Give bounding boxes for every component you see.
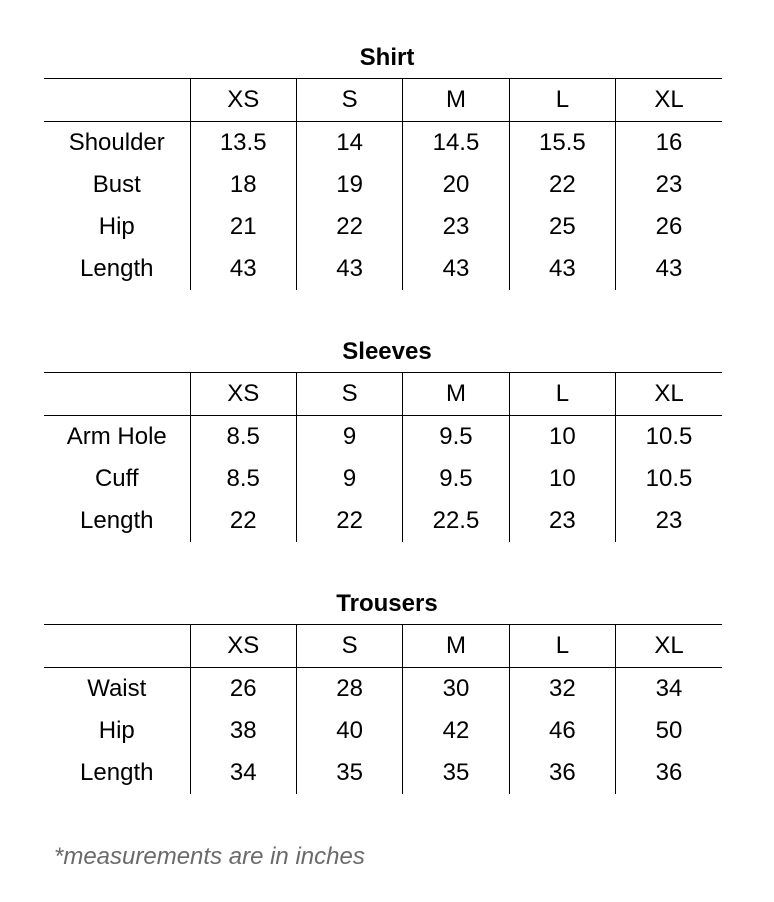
sleeves-title: Sleeves [342,338,432,365]
shirt-title: Shirt [359,44,415,71]
table-cell: 34 [616,668,722,711]
header-row [44,79,722,122]
table-cell: 43 [403,248,509,290]
table-cell: 23 [403,206,509,248]
table-row [44,206,722,248]
row-label: Length [80,255,154,282]
table-cell: 9 [296,458,402,500]
row-label: Waist [87,675,147,702]
table-cell: 9.5 [403,416,509,459]
size-header-xs: XS [190,79,296,122]
table-cell: 15.5 [509,122,615,165]
table-cell: 35 [403,752,509,794]
table-cell: 30 [403,668,509,711]
table-row [44,458,722,500]
table-cell: 22 [190,500,296,542]
row-label: Hip [98,213,135,240]
table-cell: 50 [616,710,722,752]
row-label: Bust [92,171,141,198]
table-cell: 40 [296,710,402,752]
size-header-m: M [403,625,509,668]
header-corner [44,625,190,668]
table-row [44,752,722,794]
table-cell: 13.5 [190,122,296,165]
table-cell: 22.5 [403,500,509,542]
table-cell: 43 [509,248,615,290]
table-cell: 18 [190,164,296,206]
table-cell: 21 [190,206,296,248]
table-cell: 8.5 [190,416,296,459]
trousers-size-table [44,624,722,794]
table-cell: 14 [296,122,402,165]
table-cell: 10.5 [616,416,722,459]
size-header-m: M [403,79,509,122]
trousers-title: Trousers [336,590,438,617]
table-cell: 10 [509,416,615,459]
table-cell: 20 [403,164,509,206]
header-corner [44,373,190,416]
table-row [44,122,722,165]
table-cell: 25 [509,206,615,248]
table-cell: 36 [616,752,722,794]
table-cell: 23 [616,164,722,206]
table-cell: 34 [190,752,296,794]
size-header-xs: XS [190,625,296,668]
row-label: Length [80,507,154,534]
table-cell: 43 [296,248,402,290]
header-row [44,625,722,668]
table-cell: 9 [296,416,402,459]
shirt-size-table [44,78,722,290]
table-cell: 26 [190,668,296,711]
measurement-footnote: *measurements are in inches [54,843,365,870]
size-header-l: L [509,373,615,416]
table-row [44,500,722,542]
row-label: Length [80,759,154,786]
table-cell: 46 [509,710,615,752]
table-cell: 32 [509,668,615,711]
size-header-s: S [296,373,402,416]
size-header-s: S [296,79,402,122]
table-cell: 43 [190,248,296,290]
table-cell: 38 [190,710,296,752]
table-row [44,416,722,459]
table-cell: 22 [509,164,615,206]
table-cell: 28 [296,668,402,711]
table-cell: 10.5 [616,458,722,500]
table-cell: 22 [296,206,402,248]
size-header-xl: XL [616,625,722,668]
size-header-m: M [403,373,509,416]
size-header-l: L [509,79,615,122]
table-cell: 26 [616,206,722,248]
table-cell: 14.5 [403,122,509,165]
sleeves-size-table [44,372,722,542]
table-cell: 42 [403,710,509,752]
table-cell: 10 [509,458,615,500]
table-row [44,248,722,290]
size-header-s: S [296,625,402,668]
table-row [44,164,722,206]
size-header-xl: XL [616,79,722,122]
table-cell: 35 [296,752,402,794]
header-row [44,373,722,416]
table-row [44,668,722,711]
size-header-xs: XS [190,373,296,416]
table-cell: 22 [296,500,402,542]
header-corner [44,79,190,122]
table-cell: 16 [616,122,722,165]
table-cell: 23 [509,500,615,542]
row-label: Arm Hole [66,423,167,450]
size-header-xl: XL [616,373,722,416]
row-label: Shoulder [68,129,165,156]
table-row [44,710,722,752]
table-cell: 23 [616,500,722,542]
table-cell: 43 [616,248,722,290]
row-label: Cuff [94,465,139,492]
row-label: Hip [98,717,135,744]
size-header-l: L [509,625,615,668]
table-cell: 8.5 [190,458,296,500]
table-cell: 9.5 [403,458,509,500]
table-cell: 19 [296,164,402,206]
table-cell: 36 [509,752,615,794]
